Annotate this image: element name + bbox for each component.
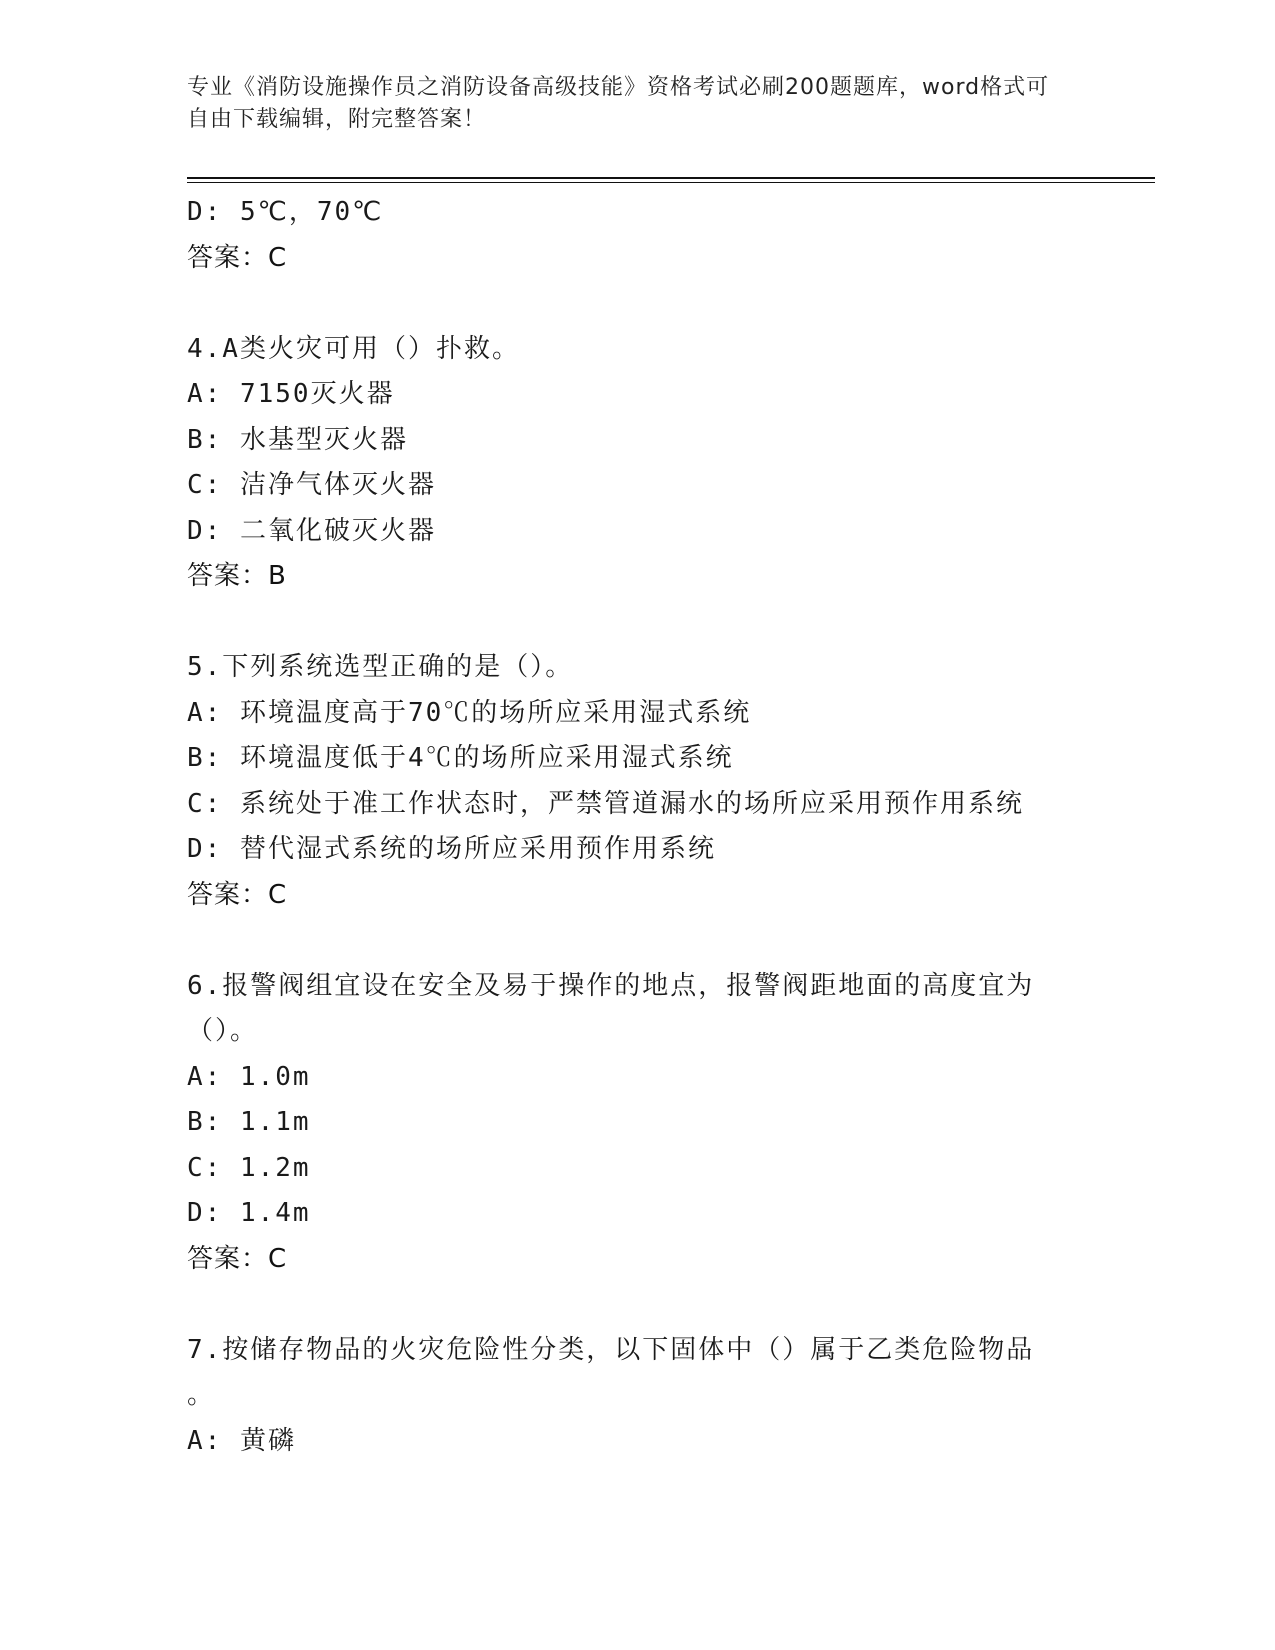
- option-d: D: 5℃，70℃: [187, 197, 384, 227]
- option-a: A: 环境温度高于70℃的场所应采用湿式系统: [187, 697, 752, 728]
- question-stem: 4.A类火灾可用（）扑救。: [187, 333, 520, 364]
- option-a: A: 1.0m: [187, 1061, 311, 1092]
- answer: 答案：C: [187, 1243, 288, 1274]
- option-c: C: 洁净气体灭火器: [187, 470, 436, 500]
- option-c: C: 1.2m: [187, 1152, 311, 1183]
- answer: 答案：C: [187, 242, 288, 273]
- option-a: A: 7150灭火器: [187, 379, 395, 409]
- option-c: C: 系统处于准工作状态时，严禁管道漏水的场所应采用预作用系统: [187, 788, 1024, 819]
- option-d: D: 替代湿式系统的场所应采用预作用系统: [187, 834, 716, 864]
- question-stem-continued: 。: [187, 1380, 216, 1410]
- option-d: D: 二氧化破灭火器: [187, 515, 436, 546]
- option-d: D: 1.4m: [187, 1198, 311, 1228]
- header-divider: [187, 177, 1155, 179]
- question-stem: 6.报警阀组宜设在安全及易于操作的地点，报警阀距地面的高度宜为: [187, 970, 1035, 1001]
- option-a: A: 黄磷: [187, 1425, 296, 1456]
- option-b: B: 水基型灭火器: [187, 424, 408, 455]
- answer: 答案：B: [187, 561, 287, 591]
- document-header: 专业《消防设施操作员之消防设备高级技能》资格考试必刷200题题库，word格式可自由下载编辑，附完整答案！: [187, 75, 1050, 132]
- question-stem: 7.按储存物品的火灾危险性分类，以下固体中（）属于乙类危险物品: [187, 1334, 1035, 1365]
- question-stem-continued: （）。: [187, 1016, 259, 1046]
- option-b: B: 环境温度低于4℃的场所应采用湿式系统: [187, 743, 734, 773]
- answer: 答案：C: [187, 879, 288, 910]
- question-stem: 5.下列系统选型正确的是（）。: [187, 652, 574, 682]
- option-b: B: 1.1m: [187, 1107, 311, 1137]
- header-divider-thin: [187, 182, 1155, 183]
- question-content: [187, 190, 1087, 1464]
